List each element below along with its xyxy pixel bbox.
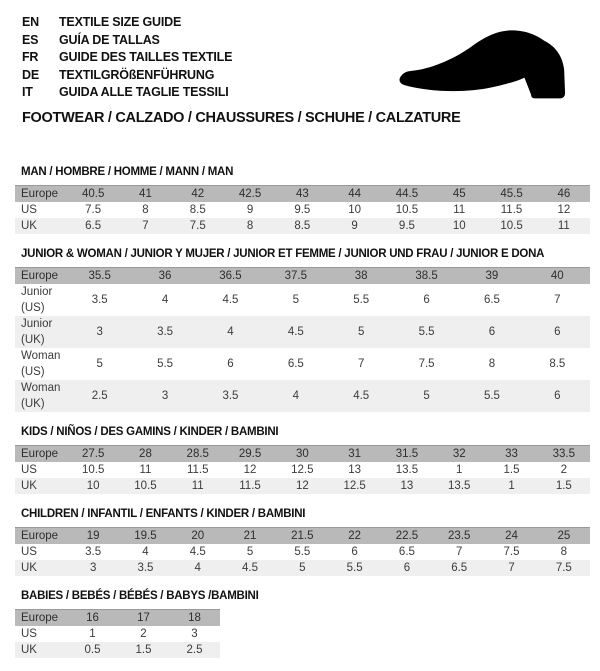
size-cell: 12	[295, 480, 309, 492]
size-cell: 5	[357, 326, 365, 338]
size-cell: 7.5	[85, 204, 102, 216]
size-cell: 4	[227, 326, 234, 338]
size-cell: 29.5	[238, 448, 262, 460]
size-cell: 11	[557, 220, 570, 232]
size-cell: 10.5	[500, 220, 523, 232]
size-cell: 31	[348, 448, 362, 460]
size-table-children	[15, 527, 590, 576]
size-cell: 31.5	[395, 448, 419, 460]
language-title: GUÍA DE TALLAS	[59, 32, 160, 47]
size-cell: 9.5	[398, 220, 415, 232]
size-cell: 22	[348, 530, 362, 542]
size-cell: 3	[161, 390, 169, 402]
size-cell: 24	[505, 530, 518, 542]
row-label: Europe	[21, 612, 59, 624]
size-table-kids	[15, 445, 590, 494]
row-label: US	[21, 546, 37, 558]
size-cell: 22.5	[395, 530, 419, 542]
size-cell: 4	[142, 546, 149, 558]
size-cell: 3.5	[91, 294, 108, 306]
size-cell: 11.5	[500, 204, 523, 216]
size-row-us	[15, 626, 220, 642]
size-row-europe	[15, 186, 590, 203]
size-cell: 5	[292, 294, 300, 306]
size-cell: 18	[188, 612, 201, 624]
language-code: FR	[22, 50, 39, 64]
size-cell: 5	[423, 390, 430, 402]
size-cell: 7.5	[189, 220, 206, 232]
size-cell: 10.5	[395, 204, 419, 216]
size-cell: 7.5	[555, 562, 572, 574]
size-cell: 7	[554, 294, 561, 306]
size-cell: 7	[508, 562, 515, 574]
size-cell: 16	[86, 612, 99, 624]
size-cell: 13	[400, 480, 414, 492]
size-cell: 44.5	[395, 188, 419, 200]
size-cell: 4	[161, 294, 169, 306]
row-label: Europe	[21, 270, 59, 282]
size-cell: 3.5	[157, 326, 174, 338]
size-section-title: BABIES / BEBÉS / BÉBÉS / BABYS /BAMBINI	[21, 590, 259, 602]
size-cell: 41	[139, 188, 152, 200]
size-row-junior-us	[15, 284, 590, 316]
row-label: UK	[21, 644, 37, 656]
size-cell: 3.5	[222, 390, 239, 402]
size-table-junior-woman	[15, 267, 590, 412]
language-title: GUIDA ALLE TAGLIE TESSILI	[59, 85, 229, 99]
size-section-man	[15, 165, 590, 234]
guide-header	[0, 0, 600, 146]
size-cell: 20	[191, 530, 205, 542]
row-label: UK	[21, 220, 37, 232]
size-cell: 9	[351, 220, 358, 232]
size-cell: 7.5	[503, 546, 520, 558]
size-row-uk	[15, 560, 590, 576]
size-cell: 1.5	[555, 480, 572, 492]
size-cell: 11.5	[239, 480, 261, 492]
size-cell: 11.5	[186, 464, 209, 476]
size-cell: 5.5	[157, 358, 174, 370]
size-cell: 36	[158, 270, 172, 282]
row-label: Europe	[21, 448, 59, 460]
size-cell: 23.5	[448, 530, 471, 542]
size-row-us	[15, 544, 590, 560]
size-cell: 28	[139, 448, 152, 460]
size-row-europe	[15, 528, 590, 545]
size-cell: 10.5	[134, 480, 157, 492]
size-cell: 2.5	[186, 644, 203, 656]
size-cell: 1	[508, 480, 515, 492]
size-section-title: JUNIOR & WOMAN / JUNIOR Y MUJER / JUNIOR ET FEMME / JUNIOR UND FRAU / JUNIOR E DONA	[21, 248, 545, 260]
size-cell: 17	[137, 612, 150, 624]
size-cell: 4.5	[189, 546, 206, 558]
size-cell: 6	[351, 546, 358, 558]
language-title: TEXTILGRÖßENFÜHRUNG	[59, 67, 215, 82]
size-row-europe	[15, 268, 590, 285]
size-row-us	[15, 202, 590, 218]
size-cell: 6	[554, 390, 561, 402]
size-cell: 7	[456, 546, 463, 558]
size-cell: 5.5	[353, 294, 370, 306]
size-cell: 10.5	[81, 464, 105, 476]
size-cell: 30	[295, 448, 309, 460]
size-cell: 6.5	[287, 358, 304, 370]
size-cell: 21.5	[291, 530, 314, 542]
size-cell: 13	[348, 464, 362, 476]
size-cell: 5.5	[418, 326, 435, 338]
language-title: TEXTILE SIZE GUIDE	[59, 15, 182, 29]
size-cell: 6	[403, 562, 411, 574]
size-cell: 42	[191, 188, 205, 200]
size-cell: 8	[488, 358, 496, 370]
row-label: US	[21, 464, 37, 476]
size-cell: 3	[89, 562, 97, 574]
size-cell: 8	[560, 546, 568, 558]
size-cell: 13.5	[448, 480, 471, 492]
size-cell: 6	[488, 326, 496, 338]
size-cell: 0.5	[84, 644, 101, 656]
size-row-woman-us	[15, 348, 590, 380]
size-cell: 4.5	[353, 390, 370, 402]
size-cell: 36.5	[219, 270, 242, 282]
size-cell: 4.5	[287, 326, 304, 338]
size-cell: 1.5	[503, 464, 520, 476]
size-cell: 11	[453, 204, 466, 216]
size-cell: 27.5	[81, 448, 105, 460]
size-cell: 25	[557, 530, 571, 542]
size-cell: 12	[243, 464, 257, 476]
row-label: US	[21, 628, 37, 640]
size-cell: 2	[560, 464, 568, 476]
size-cell: 45	[452, 188, 466, 200]
size-cell: 8.5	[549, 358, 566, 370]
row-label: US	[21, 204, 37, 216]
size-cell: 6.5	[85, 220, 102, 232]
size-cell: 12.5	[343, 480, 366, 492]
size-cell: 4.5	[242, 562, 259, 574]
size-cell: 9	[246, 204, 254, 216]
size-cell: 5	[299, 562, 306, 574]
size-section-title: KIDS / NIÑOS / DES GAMINS / KINDER / BAMBINI	[21, 426, 279, 438]
size-cell: 6.5	[451, 562, 468, 574]
row-label: Junior (UK)	[21, 318, 53, 346]
size-cell: 1.5	[135, 644, 152, 656]
row-label: Europe	[21, 188, 59, 200]
size-cell: 13.5	[395, 464, 419, 476]
size-cell: 38	[354, 270, 368, 282]
size-cell: 7	[142, 220, 149, 232]
size-table-man	[15, 185, 590, 234]
size-section-junior-woman	[15, 247, 590, 412]
size-cell: 3.5	[85, 546, 102, 558]
size-cell: 3.5	[137, 562, 154, 574]
size-cell: 9.5	[294, 204, 311, 216]
size-cell: 33	[505, 448, 518, 460]
size-row-uk	[15, 218, 590, 234]
category-heading: FOOTWEAR / CALZADO / CHAUSSURES / SCHUHE / CALZATURE	[22, 109, 461, 126]
size-cell: 11	[191, 480, 204, 492]
size-cell: 35.5	[88, 270, 111, 282]
size-cell: 40.5	[81, 188, 105, 200]
language-code: DE	[22, 67, 39, 82]
size-cell: 11	[139, 464, 152, 476]
size-cell: 7.5	[418, 358, 435, 370]
row-label: Europe	[21, 530, 59, 542]
size-cell: 6	[554, 326, 561, 338]
dress-shoe-icon	[392, 20, 587, 105]
size-cell: 7	[357, 358, 365, 370]
size-cell: 8	[142, 204, 149, 216]
row-label: Woman (US)	[21, 350, 61, 378]
size-cell: 3	[96, 326, 103, 338]
size-row-us	[15, 462, 590, 478]
size-section-title: MAN / HOMBRE / HOMME / MANN / MAN	[21, 166, 234, 178]
row-label: UK	[21, 480, 37, 492]
size-row-woman-uk	[15, 380, 590, 412]
size-row-europe	[15, 446, 590, 463]
size-cell: 12.5	[291, 464, 314, 476]
size-cell: 42.5	[238, 188, 262, 200]
size-section-children	[15, 507, 590, 576]
size-cell: 4.5	[222, 294, 239, 306]
size-cell: 8	[246, 220, 254, 232]
size-cell: 10	[86, 480, 100, 492]
size-cell: 6.5	[398, 546, 415, 558]
size-cell: 33.5	[552, 448, 576, 460]
size-cell: 10	[452, 220, 466, 232]
size-cell: 6.5	[483, 294, 500, 306]
size-cell: 43	[295, 188, 309, 200]
size-cell: 12	[557, 204, 571, 216]
size-row-junior-uk	[15, 316, 590, 348]
size-cell: 19.5	[134, 530, 157, 542]
size-section-babies	[15, 589, 590, 658]
size-cell: 40	[550, 270, 564, 282]
size-row-uk	[15, 478, 590, 494]
size-cell: 5.5	[294, 546, 311, 558]
size-cell: 28.5	[186, 448, 209, 460]
size-cell: 46	[557, 188, 571, 200]
size-cell: 21	[243, 530, 257, 542]
language-title: GUIDE DES TAILLES TEXTILE	[59, 50, 233, 64]
size-cell: 38.5	[415, 270, 438, 282]
row-label: Woman (UK)	[21, 382, 61, 410]
size-cell: 4	[292, 390, 300, 402]
size-table-babies	[15, 609, 220, 658]
size-cell: 4	[194, 562, 201, 574]
size-cell: 6	[227, 358, 234, 370]
size-cell: 32	[452, 448, 466, 460]
size-cell: 37.5	[284, 270, 307, 282]
size-cell: 5	[96, 358, 103, 370]
size-row-europe	[15, 610, 220, 627]
size-row-uk	[15, 642, 220, 658]
size-cell: 3	[191, 628, 198, 640]
size-cell: 8.5	[189, 204, 206, 216]
size-cell: 44	[348, 188, 362, 200]
row-label: Junior (US)	[21, 286, 53, 314]
size-cell: 19	[86, 530, 100, 542]
size-cell: 5.5	[346, 562, 363, 574]
size-section-title: CHILDREN / INFANTIL / ENFANTS / KINDER / BAMBINI	[21, 508, 306, 520]
language-code: EN	[22, 15, 39, 29]
size-cell: 5.5	[483, 390, 500, 402]
size-cell: 1	[89, 628, 96, 640]
size-tables	[15, 165, 590, 671]
size-cell: 8.5	[294, 220, 311, 232]
size-cell: 45.5	[500, 188, 523, 200]
size-cell: 6	[423, 294, 430, 306]
size-cell: 1	[456, 464, 463, 476]
row-label: UK	[21, 562, 37, 574]
language-code: IT	[22, 85, 33, 99]
size-cell: 5	[246, 546, 254, 558]
size-cell: 2	[140, 628, 147, 640]
size-cell: 39	[485, 270, 499, 282]
size-cell: 2.5	[91, 390, 108, 402]
size-cell: 10	[348, 204, 362, 216]
size-section-kids	[15, 425, 590, 494]
language-code: ES	[22, 32, 39, 47]
